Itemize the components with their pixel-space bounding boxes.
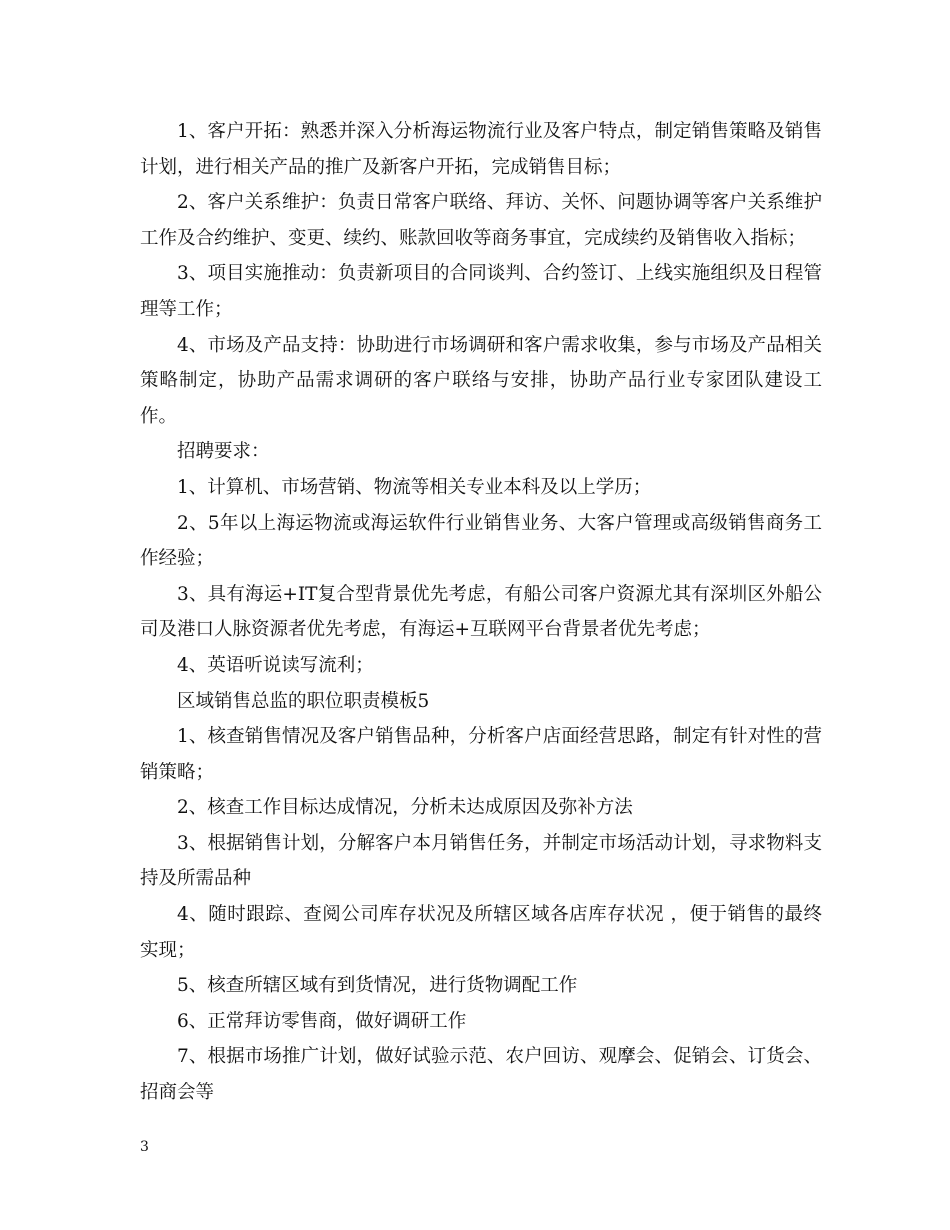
- duty-target-review: 2、核查工作目标达成情况，分析未达成原因及弥补方法: [177, 797, 633, 819]
- requirement-english: 4、英语听说读写流利；: [177, 654, 374, 676]
- paragraph-market-product-support: 4、市场及产品支持：协助进行市场调研和客户需求收集，参与市场及产品相关策略制定，协助产品需求调研的客户联络与安排，协助产品行业专家团队建设工作。: [140, 334, 822, 427]
- duty-sales-plan: 3、根据销售计划，分解客户本月销售任务，并制定市场活动计划，寻求物料支持及所需品种: [140, 832, 822, 890]
- page-number: 3: [140, 1139, 149, 1155]
- heading-recruitment-requirements: 招聘要求：: [177, 441, 270, 463]
- duty-retailer-visits: 6、正常拜访零售商，做好调研工作: [177, 1010, 467, 1032]
- duty-goods-allocation: 5、核查所辖区域有到货情况，进行货物调配工作: [177, 975, 578, 997]
- document-body: [140, 114, 822, 1111]
- duty-sales-review: 1、核查销售情况及客户销售品种，分析客户店面经营思路，制定有针对性的营销策略；: [140, 726, 822, 783]
- requirement-experience: 2、5年以上海运物流或海运软件行业销售业务、大客户管理或高级销售商务工作经验；: [140, 512, 822, 570]
- requirement-education: 1、计算机、市场营销、物流等相关专业本科及以上学历；: [177, 476, 652, 498]
- duty-promotion-events: 7、根据市场推广计划，做好试验示范、农户回访、观摩会、促销会、订货会、招商会等: [140, 1046, 822, 1104]
- paragraph-customer-relations: 2、客户关系维护：负责日常客户联络、拜访、关怀、问题协调等客户关系维护工作及合约维护、变更、续约、账款回收等商务事宜，完成续约及销售收入指标；: [140, 192, 822, 249]
- section-title-template-5: 区域销售总监的职位职责模板5: [177, 690, 430, 712]
- paragraph-project-implementation: 3、项目实施推动：负责新项目的合同谈判、合约签订、上线实施组织及日程管理等工作；: [140, 263, 822, 320]
- paragraph-customer-development: 1、客户开拓：熟悉并深入分析海运物流行业及客户特点，制定销售策略及销售计划，进行相关产品的推广及新客户开拓，完成销售目标；: [140, 121, 822, 178]
- requirement-background: 3、具有海运+IT复合型背景优先考虑，有船公司客户资源尤其有深圳区外船公司及港口人脉资源者优先考虑，有海运+互联网平台背景者优先考虑；: [140, 583, 822, 641]
- duty-inventory-tracking: 4、随时跟踪、查阅公司库存状况及所辖区域各店库存状况 ，便于销售的最终实现；: [140, 904, 822, 961]
